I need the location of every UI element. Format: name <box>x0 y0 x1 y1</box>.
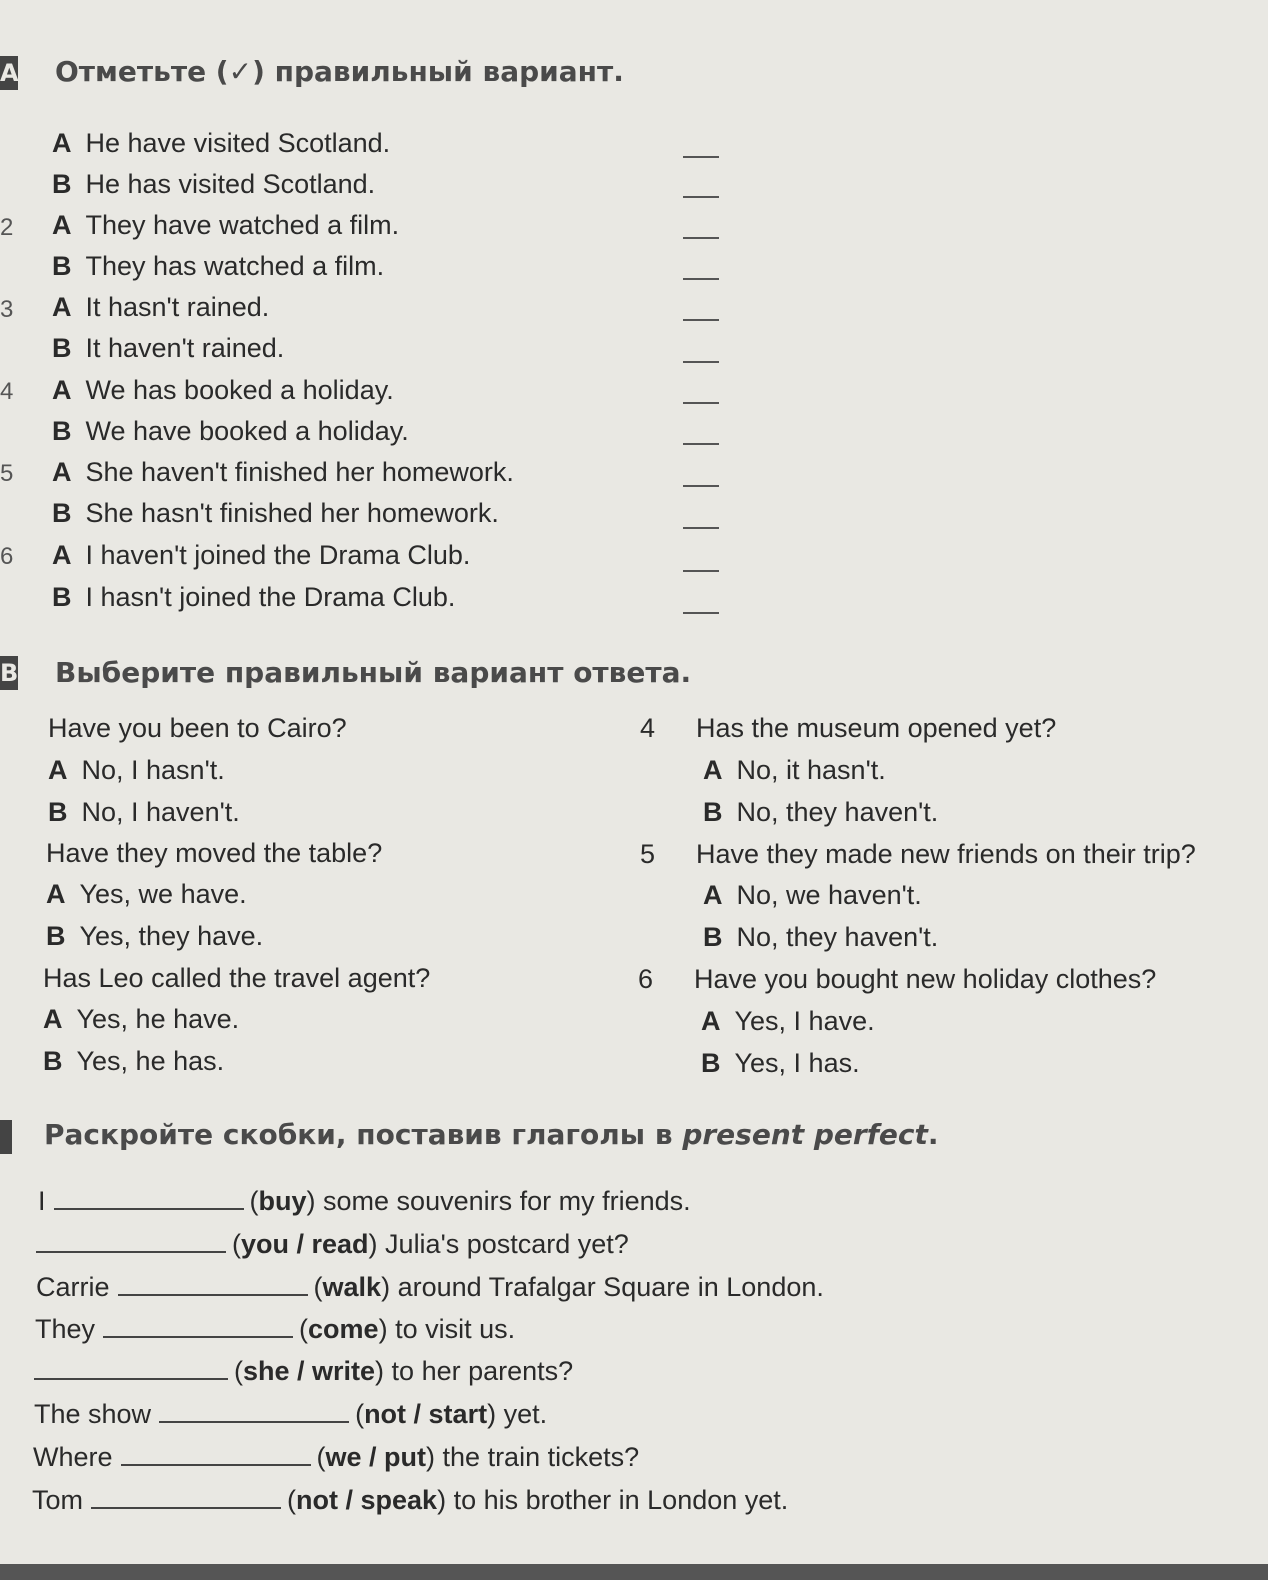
answer-option[interactable]: B No, they haven't. <box>703 797 939 827</box>
option-item: B I hasn't joined the Drama Club. <box>52 582 456 612</box>
checkbox-blank[interactable] <box>683 570 719 572</box>
checkbox-blank[interactable] <box>683 485 719 487</box>
answer-blank[interactable] <box>34 1360 228 1380</box>
answer-option[interactable]: A Yes, we have. <box>46 879 247 909</box>
section-a-heading: Отметьте (✓) правильный вариант. <box>55 55 624 88</box>
side-number: 4 <box>0 378 14 405</box>
side-number: 2 <box>0 214 14 241</box>
fill-in-item: The show (not / start) yet. <box>34 1399 548 1429</box>
fill-in-item: (you / read) Julia's postcard yet? <box>36 1229 629 1260</box>
checkbox-blank[interactable] <box>683 612 719 614</box>
option-item: A He have visited Scotland. <box>52 128 391 158</box>
answer-blank[interactable] <box>159 1403 349 1423</box>
option-item: A It hasn't rained. <box>52 292 270 322</box>
option-item: A We has booked a holiday. <box>52 375 394 405</box>
answer-option[interactable]: A No, it hasn't. <box>703 755 886 785</box>
section-a-marker: A <box>0 56 18 90</box>
question: 5 Have they made new friends on their trip? <box>640 839 1196 869</box>
checkbox-blank[interactable] <box>683 196 719 198</box>
checkbox-blank[interactable] <box>683 278 719 280</box>
side-number: 6 <box>0 543 14 570</box>
answer-option[interactable]: B Yes, they have. <box>46 921 264 951</box>
section-b-heading: Выберите правильный вариант ответа. <box>55 656 692 689</box>
option-item: A They have watched a film. <box>52 210 400 240</box>
answer-blank[interactable] <box>36 1233 226 1253</box>
fill-in-item: (she / write) to her parents? <box>34 1356 573 1387</box>
fill-in-item: Tom (not / speak) to his brother in London yet. <box>32 1485 789 1515</box>
fill-in-item: They (come) to visit us. <box>35 1314 516 1344</box>
side-number: 5 <box>0 460 14 487</box>
answer-option[interactable]: A No, I hasn't. <box>48 755 225 785</box>
checkbox-blank[interactable] <box>683 319 719 321</box>
side-number: 3 <box>0 296 14 323</box>
option-item: B They has watched a film. <box>52 251 385 281</box>
option-item: A I haven't joined the Drama Club. <box>52 540 471 570</box>
checkbox-blank[interactable] <box>683 402 719 404</box>
question: Have they moved the table? <box>46 838 383 868</box>
question: 6 Have you bought new holiday clothes? <box>638 964 1157 994</box>
fill-in-item: I (buy) some souvenirs for my friends. <box>38 1186 691 1216</box>
checkbox-blank[interactable] <box>683 156 719 158</box>
answer-option[interactable]: B Yes, he has. <box>43 1046 225 1076</box>
answer-blank[interactable] <box>121 1446 311 1466</box>
question: Has Leo called the travel agent? <box>43 963 431 993</box>
answer-blank[interactable] <box>54 1190 244 1210</box>
section-c-marker <box>0 1120 12 1154</box>
answer-option[interactable]: A No, we haven't. <box>703 880 922 910</box>
answer-option[interactable]: A Yes, he have. <box>43 1004 240 1034</box>
question: Have you been to Cairo? <box>48 713 347 743</box>
option-item: B He has visited Scotland. <box>52 169 376 199</box>
answer-blank[interactable] <box>91 1489 281 1509</box>
option-item: B We have booked a holiday. <box>52 416 409 446</box>
answer-option[interactable]: B Yes, I has. <box>701 1048 860 1078</box>
answer-option[interactable]: B No, I haven't. <box>48 797 240 827</box>
answer-blank[interactable] <box>118 1276 308 1296</box>
checkbox-blank[interactable] <box>683 361 719 363</box>
section-c-heading: Раскройте скобки, поставив глаголы в present perfect. <box>44 1118 939 1151</box>
page-bottom-edge <box>0 1564 1268 1580</box>
option-item: B It haven't rained. <box>52 333 285 363</box>
option-item: A She haven't finished her homework. <box>52 457 514 487</box>
checkbox-blank[interactable] <box>683 527 719 529</box>
answer-blank[interactable] <box>103 1318 293 1338</box>
fill-in-item: Where (we / put) the train tickets? <box>33 1442 640 1472</box>
fill-in-item: Carrie (walk) around Trafalgar Square in London. <box>36 1272 824 1302</box>
section-b-marker: B <box>0 656 18 690</box>
answer-option[interactable]: B No, they haven't. <box>703 922 939 952</box>
question: 4 Has the museum opened yet? <box>640 713 1057 743</box>
checkbox-blank[interactable] <box>683 443 719 445</box>
option-item: B She hasn't finished her homework. <box>52 498 499 528</box>
answer-option[interactable]: A Yes, I have. <box>701 1006 875 1036</box>
checkbox-blank[interactable] <box>683 237 719 239</box>
